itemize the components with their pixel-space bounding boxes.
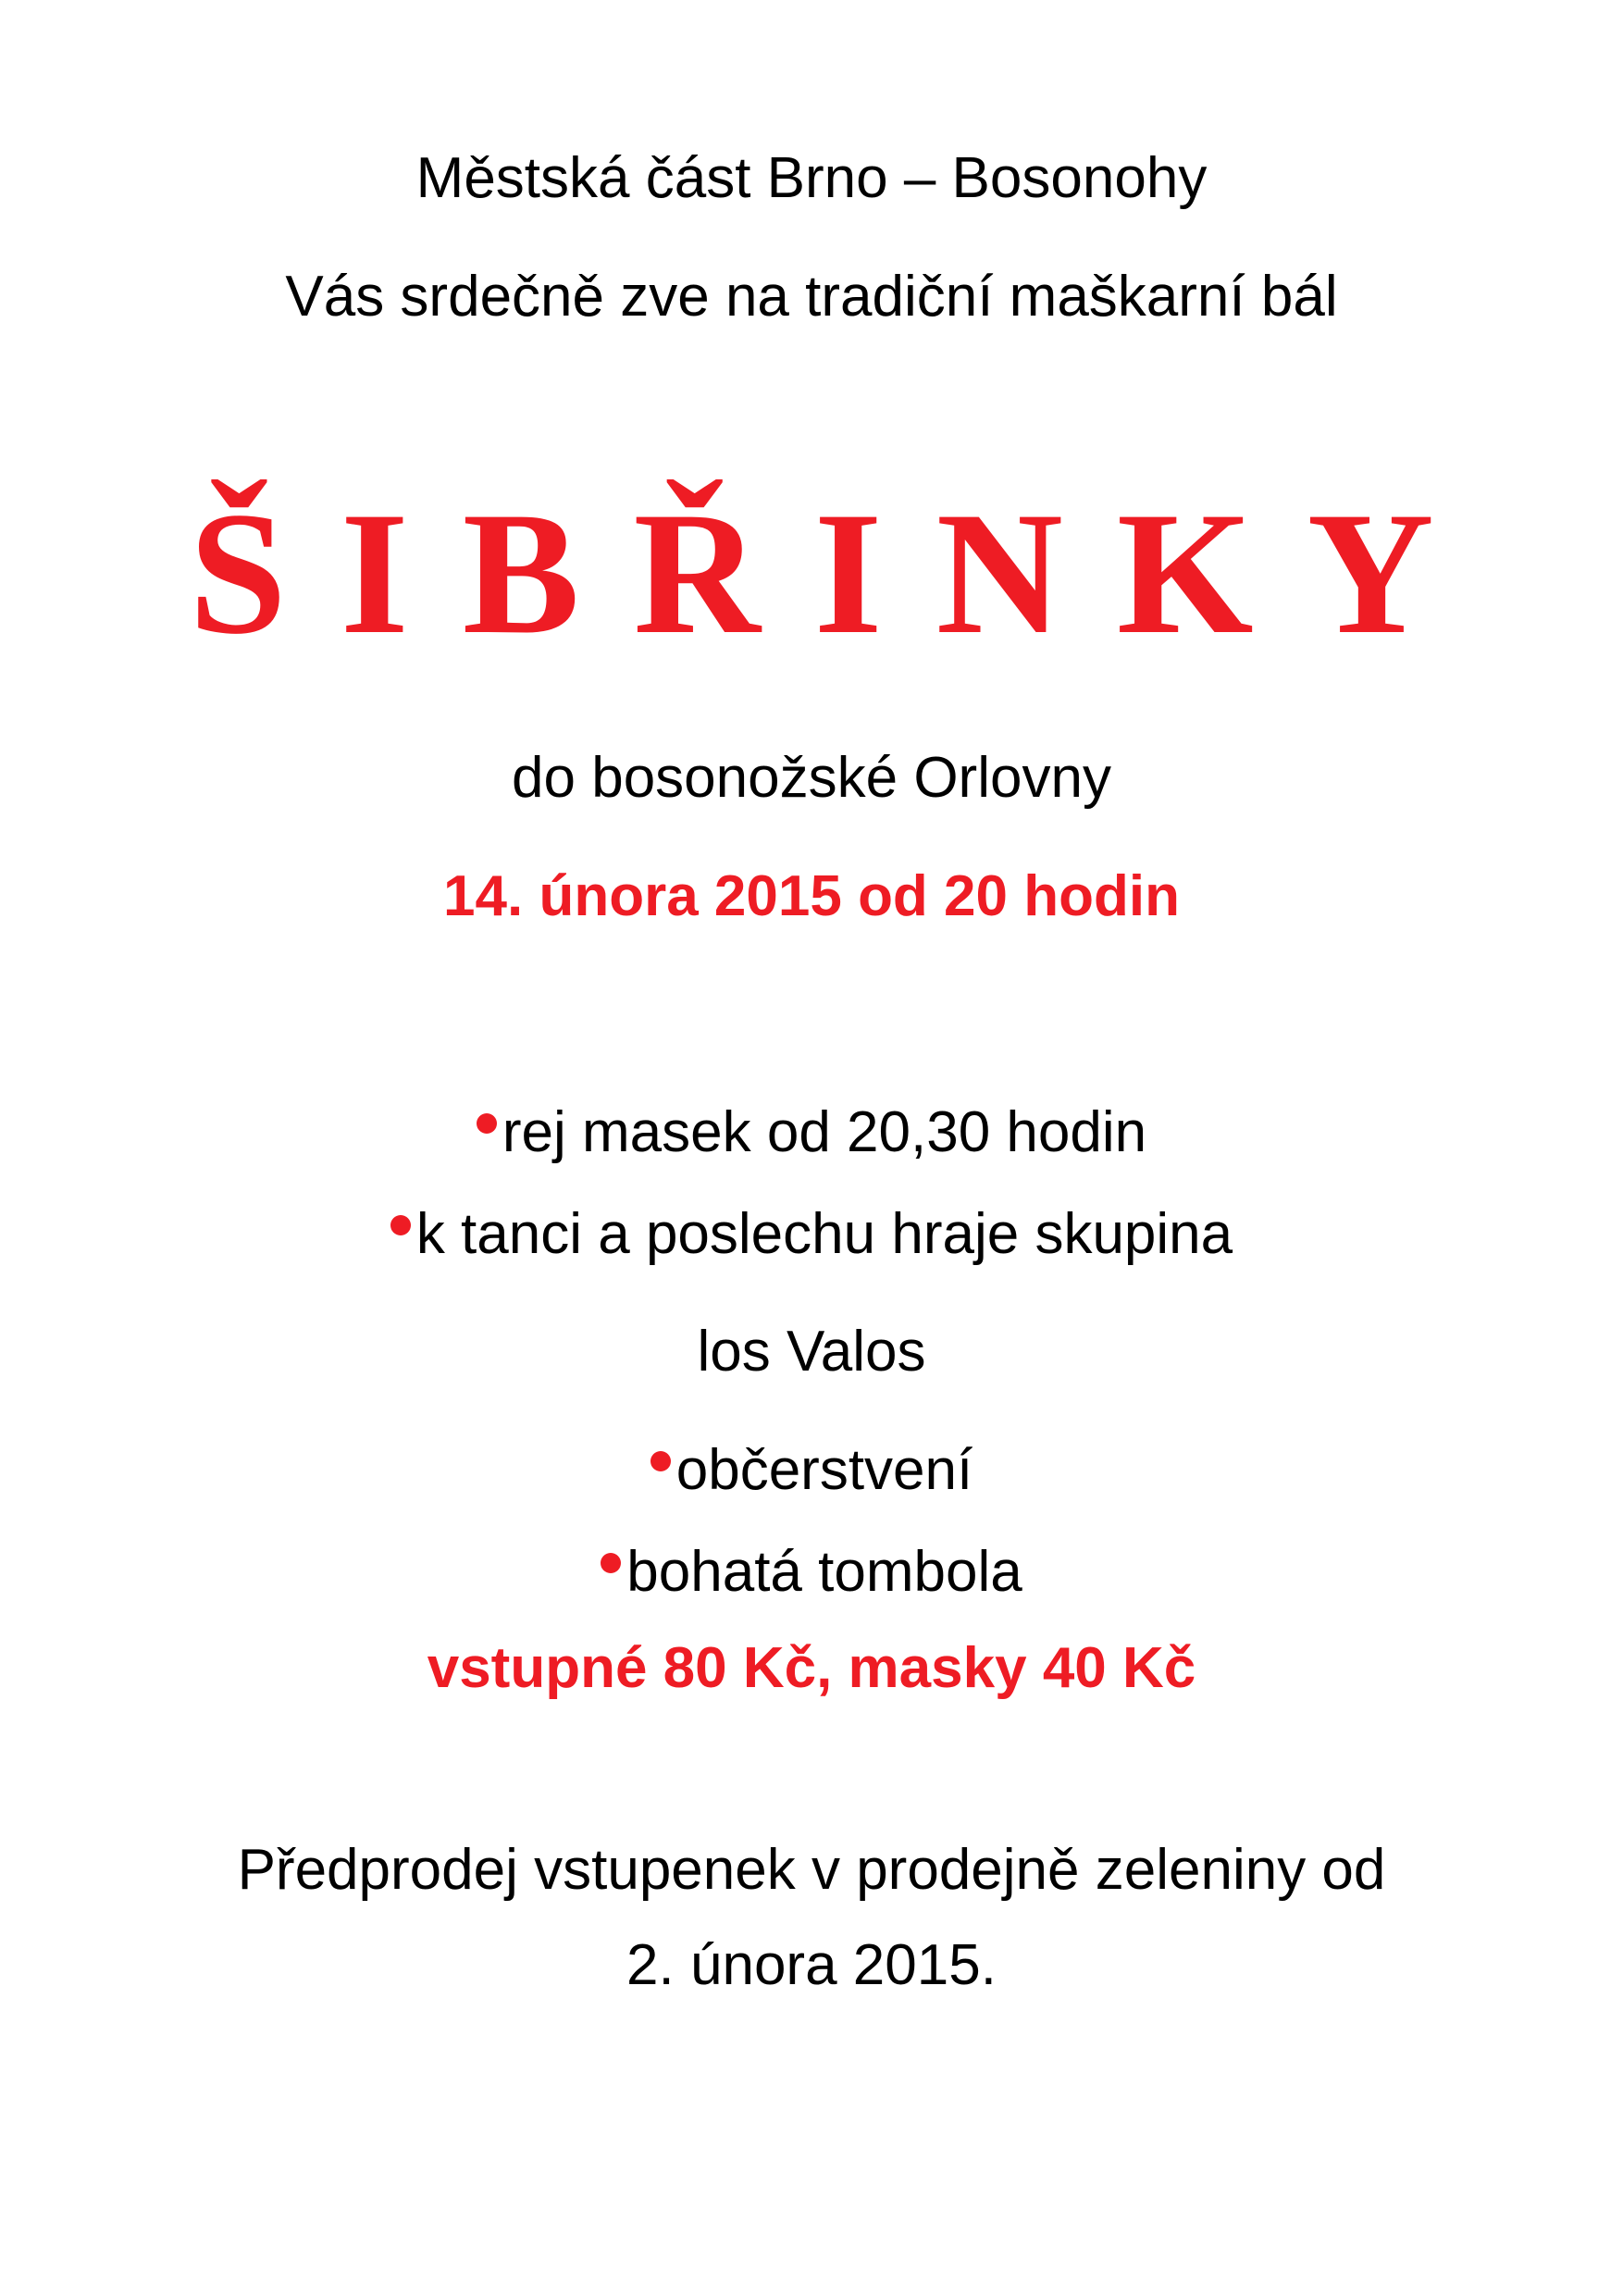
bullet-icon (477, 1113, 497, 1134)
venue-line: do bosonožské Orlovny (512, 746, 1111, 810)
bullet-icon (650, 1451, 671, 1471)
admission-price: vstupné 80 Kč, masky 40 Kč (427, 1636, 1196, 1700)
band-name-text: los Valos (697, 1320, 926, 1384)
program-item-text: bohatá tombola (626, 1540, 1022, 1604)
invitation-line: Vás srdečně zve na tradiční maškarní bál (285, 265, 1338, 329)
organizer-line: Městská část Brno – Bosonohy (415, 146, 1208, 210)
bullet-icon (390, 1215, 411, 1235)
event-title: ŠIBŘINKY (189, 477, 1488, 671)
bullet-icon (601, 1553, 621, 1573)
program-item (0, 1202, 1623, 1266)
presale-date: 2. února 2015. (626, 1933, 997, 1997)
program-item-text: k tanci a poslechu hraje skupina (415, 1202, 1233, 1266)
presale-line: Předprodej vstupenek v prodejně zeleniny od (237, 1838, 1386, 1902)
band-name (0, 1320, 1623, 1384)
event-date: 14. února 2015 od 20 hodin (443, 864, 1180, 928)
program-item (0, 1540, 1623, 1604)
program-item (0, 1438, 1623, 1502)
program-item-text: občerstvení (675, 1438, 973, 1502)
program-item-text: rej masek od 20,30 hodin (502, 1100, 1147, 1164)
program-item (0, 1100, 1623, 1164)
